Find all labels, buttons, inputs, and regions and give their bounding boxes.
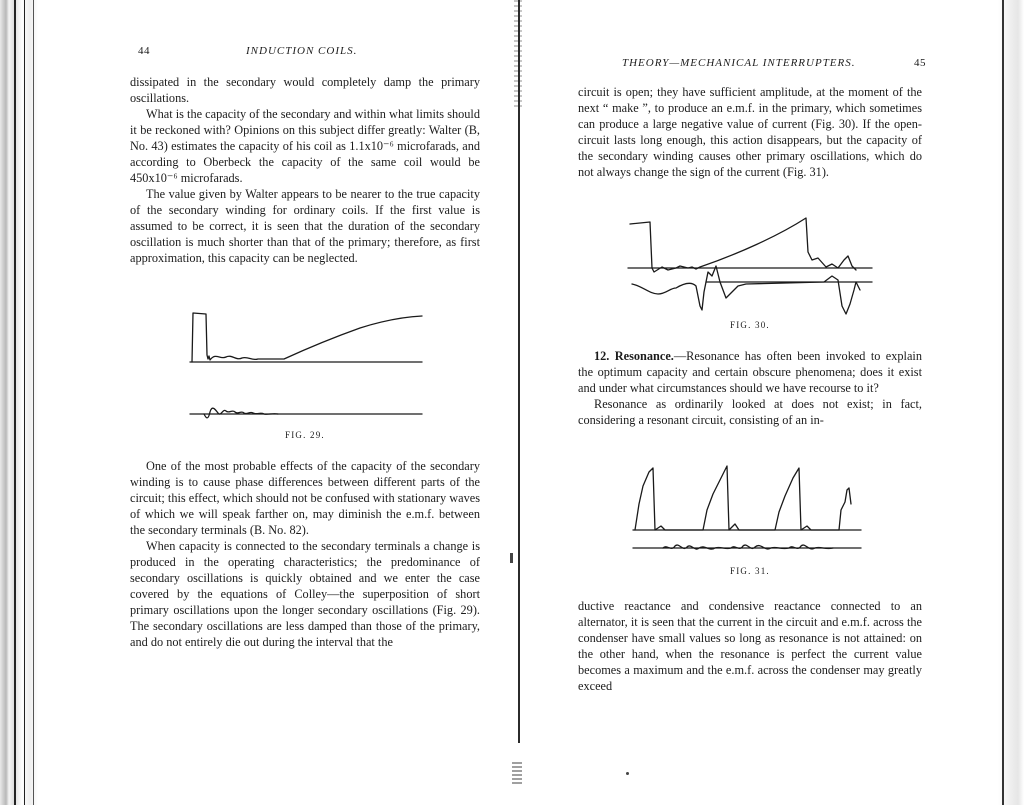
paragraph: Resonance as ordinarily looked at does not exist; in fact, considering a resonant circuit, consisting of an in-: [578, 397, 922, 427]
left-bottom-text: [130, 458, 480, 650]
scan-edge-line: [14, 0, 16, 805]
scan-speck: [626, 772, 629, 775]
page-number: 44: [138, 45, 150, 57]
gutter-line: [518, 0, 520, 743]
figure-29-waveform: [186, 310, 426, 426]
paragraph: When capacity is connected to the secondary terminals a change is produced in the operating characteristics; the predominance of secondary oscillations is quickly obtained and we enter the case covered by the equations of Colley—the superposition of short primary oscillations upon the longer secondary oscillations (Fig. 29). The secondary oscillations are less damped than those of the primary, and do not entirely die out during the interval that the: [130, 539, 480, 649]
secondary-voltage-trace: [635, 466, 851, 530]
figure-29-caption: FIG. 29.: [285, 430, 325, 440]
right-top-text: [578, 84, 922, 180]
scan-edge-line: [1002, 0, 1004, 805]
right-bottom-text: [578, 598, 922, 694]
secondary-current-trace: [630, 218, 856, 272]
paragraph: One of the most probable effects of the capacity of the secondary winding is to cause phase differences between different parts of the circuit; this effect, which should not be confused with stationary waves of which we will speak farther on, may diminish the e.m.f. between the secondary terminals (B. No. 82).: [130, 459, 480, 537]
paragraph: What is the capacity of the secondary and within what limits should it be reckoned with? Opinions on this subject differ greatly: Walter (B, No. 43) estimates the capacity of his coil as 1.1x10⁻⁶ microfarads, and according to Oberbeck the capacity of the same coil would be 450x10⁻⁶ microfarads.: [130, 107, 480, 185]
figure-31: [633, 460, 865, 564]
paragraph: ductive reactance and condensive reactance connected to an alternator, it is seen that the current in the circuit and e.m.f. across the condenser have small values so long as resonance is not attained: on the other hand, when the resonance is perfect the current value becomes a maximum and the e.m.f. across the condenser may greatly exceed: [578, 599, 922, 693]
section-paragraph: [578, 348, 922, 396]
left-running-header: [130, 45, 480, 61]
paragraph: dissipated in the secondary would completely damp the primary oscillations.: [130, 75, 480, 105]
right-running-header: [578, 57, 926, 73]
paragraph: circuit is open; they have sufficient amplitude, at the moment of the next “ make ”, to produce an e.m.f. in the primary, which sometimes can produce a large negative value of current (Fig. 30). If the open-circuit lasts long enough, this action disappears, but the capacity of the secondary winding causes other primary oscillations, which do not always change the sign of the current (Fig. 31).: [578, 85, 922, 179]
gutter-mark: [510, 553, 513, 563]
primary-oscillation-trace: [204, 408, 278, 418]
scan-edge-line: [33, 0, 34, 805]
secondary-oscillation-trace: [192, 313, 422, 362]
scan-left-edge: [0, 0, 38, 805]
section-text: —Resonance has often been invoked to explain the optimum capacity and certain obscure phenomena; does it exist and under what circumstances should we have recourse to it?: [578, 349, 922, 395]
gutter-stamp: [512, 762, 522, 784]
primary-current-trace: [632, 266, 860, 314]
scan-edge-line: [24, 0, 25, 805]
book-gutter: [514, 0, 526, 805]
figure-31-caption: FIG. 31.: [730, 566, 770, 576]
figure-31-waveform: [633, 460, 865, 564]
right-middle-text: [578, 348, 922, 428]
running-head: INDUCTION COILS.: [246, 45, 358, 57]
scan-right-edge: [998, 0, 1024, 805]
page-number: 45: [914, 57, 926, 69]
figure-29: [186, 310, 426, 426]
section-heading: 12. Resonance.: [594, 349, 674, 363]
figure-30-caption: FIG. 30.: [730, 320, 770, 330]
figure-30-waveform: [628, 212, 874, 320]
paragraph: The value given by Walter appears to be nearer to the true capacity of the secondary winding for ordinary coils. If the first value is assumed to be correct, it is seen that the duration of the secondary oscillation is much shorter than that of the primary; therefore, as first approximation, this capacity can be neglected.: [130, 187, 480, 265]
running-head: THEORY—MECHANICAL INTERRUPTERS.: [622, 57, 856, 69]
figure-30: [628, 212, 874, 320]
left-top-text: [130, 74, 480, 266]
